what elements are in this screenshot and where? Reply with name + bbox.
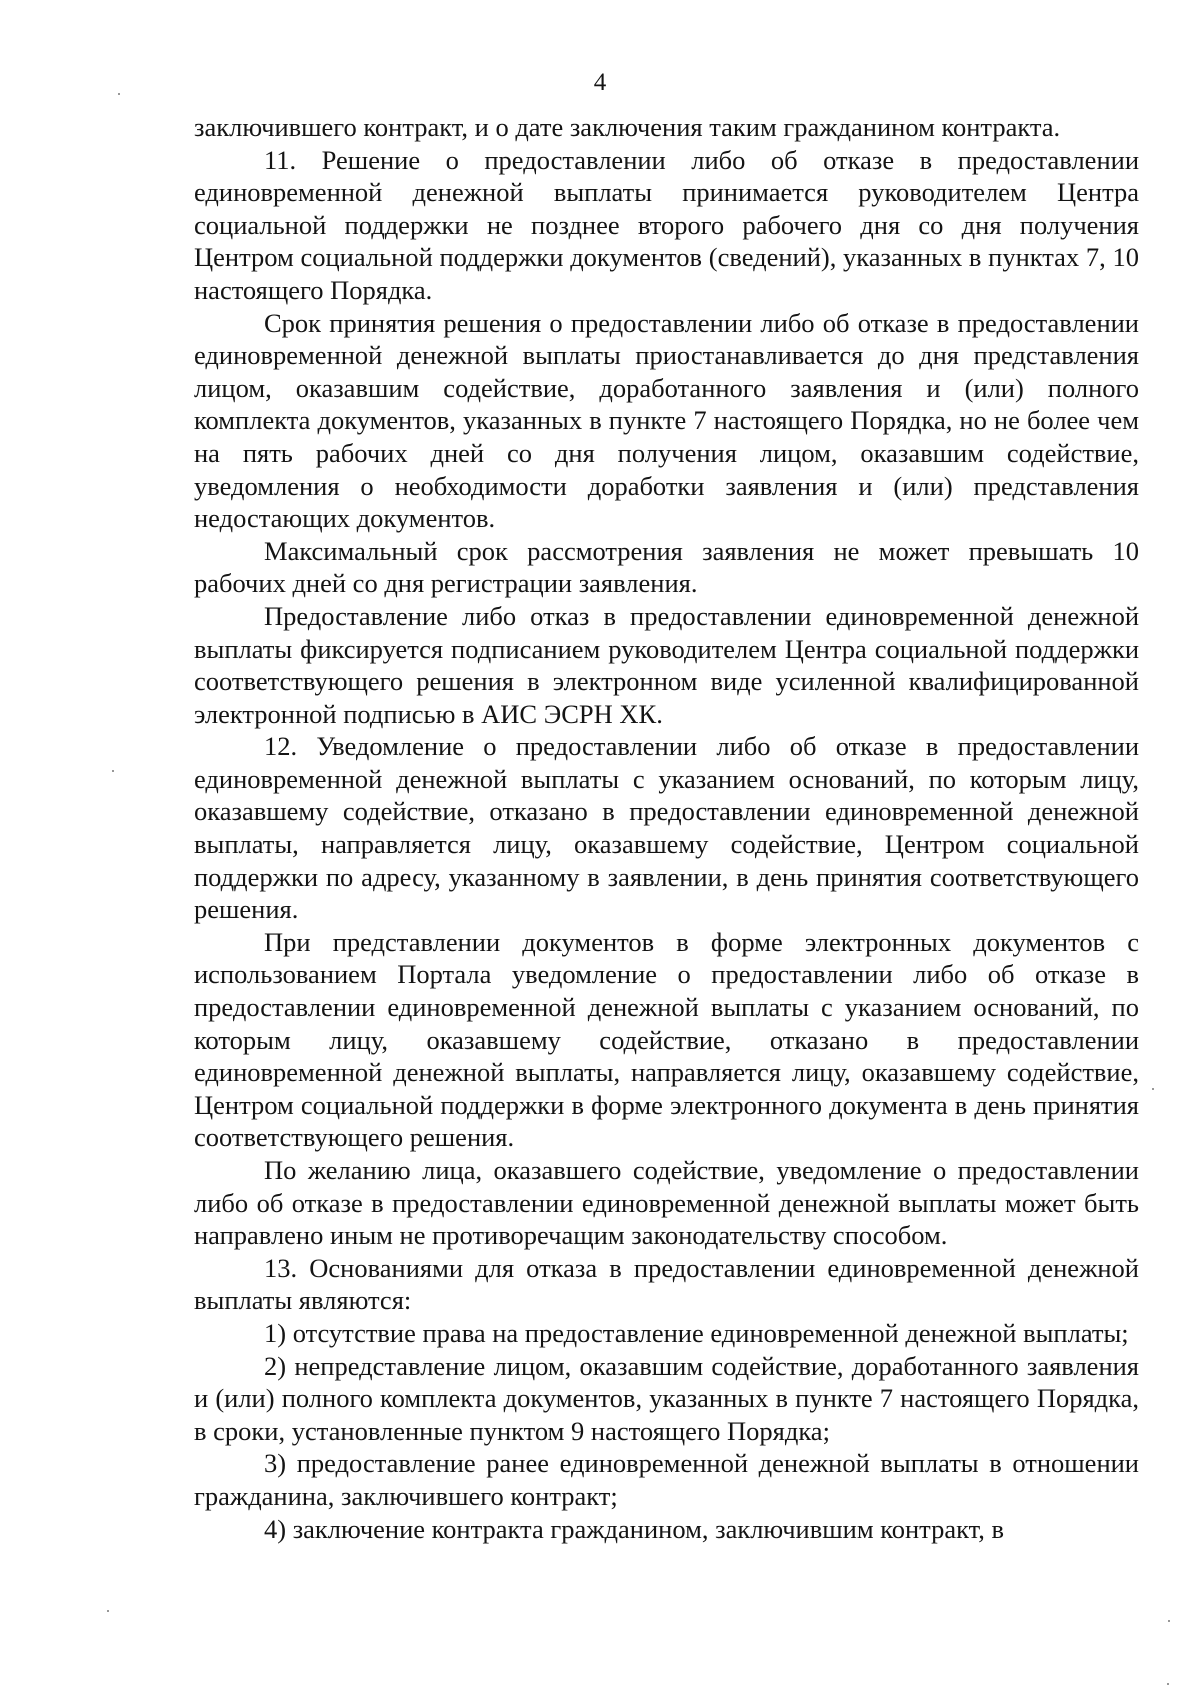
page-number: 4 — [593, 69, 607, 96]
document-body — [194, 111, 1139, 1545]
paragraph-other-method: По желанию лица, оказавшего содействие, уведомление о предоставлении либо об отказе в предоставлении единовременной денежной выплаты может быть направлено иным не противоречащим законодательству способом. — [194, 1155, 1139, 1251]
scan-speck — [107, 1610, 109, 1612]
list-item-2: 2) непредставление лицом, оказавшим содействие, доработанного заявления и (или) полного комплекта документов, указанных в пункте 7 настоящего Порядка, в сроки, установленные пунктом 9 настоящего Порядка; — [194, 1350, 1139, 1446]
scan-speck — [1152, 1088, 1154, 1090]
scan-speck — [112, 770, 114, 772]
scan-speck — [118, 93, 120, 95]
paragraph-item-12: 12. Уведомление о предоставлении либо об отказе в предоставлении единовременной денежной выплаты с указанием оснований, по которым лицу, оказавшему содействие, отказано в предоставлении единовременной денежной выплаты, направляется лицу, оказавшему содействие, Центром социальной поддержки по адресу, указанному в заявлении, в день принятия соответствующего решения. — [194, 731, 1139, 925]
list-item-1: 1) отсутствие права на предоставление единовременной денежной выплаты; — [264, 1317, 1129, 1348]
list-item-3: 3) предоставление ранее единовременной денежной выплаты в отношении гражданина, заключившего контракт; — [194, 1448, 1139, 1511]
scan-speck — [1167, 1683, 1169, 1685]
list-item-4: 4) заключение контракта гражданином, заключившим контракт, в — [264, 1513, 1004, 1544]
scan-speck — [1168, 1620, 1170, 1622]
paragraph-item-11: 11. Решение о предоставлении либо об отказе в предоставлении единовременной денежной выплаты принимается руководителем Центра социальной поддержки не позднее второго рабочего дня со дня получения Центром социальной поддержки документов (сведений), указанных в пунктах 7, 10 настоящего Порядка. — [194, 144, 1139, 305]
paragraph-item-13: 13. Основаниями для отказа в предоставлении единовременной денежной выплаты являются: — [194, 1252, 1139, 1316]
paragraph-signing: Предоставление либо отказ в предоставлении единовременной денежной выплаты фиксируется подписанием руководителем Центра социальной поддержки соответствующего решения в электронном виде усиленной квалифицированной электронной подписью в АИС ЭСРН ХК. — [194, 600, 1139, 729]
paragraph-max-term: Максимальный срок рассмотрения заявления не может превышать 10 рабочих дней со дня регистрации заявления. — [194, 535, 1139, 599]
paragraph-decision-term: Срок принятия решения о предоставлении либо об отказе в предоставлении единовременной денежной выплаты приостанавливается до дня представления лицом, оказавшим содействие, доработанного заявления и (или) полного комплекта документов, указанных в пункте 7 настоящего Порядка, но не более чем на пять рабочих дней со дня получения лицом, оказавшим содействие, уведомления о необходимости доработки заявления и (или) представления недостающих документов. — [194, 307, 1139, 534]
paragraph-continuation: заключившего контракт, и о дате заключения таким гражданином контракта. — [194, 112, 1061, 142]
paragraph-portal-notice: При представлении документов в форме электронных документов с использованием Портала уведомление о предоставлении либо об отказе в предоставлении единовременной денежной выплаты с указанием оснований, по которым лицу, оказавшему содействие, отказано в предоставлении единовременной денежной выплаты, направляется лицу, оказавшему содействие, Центром социальной поддержки в форме электронного документа в день принятия соответствующего решения. — [194, 926, 1139, 1153]
